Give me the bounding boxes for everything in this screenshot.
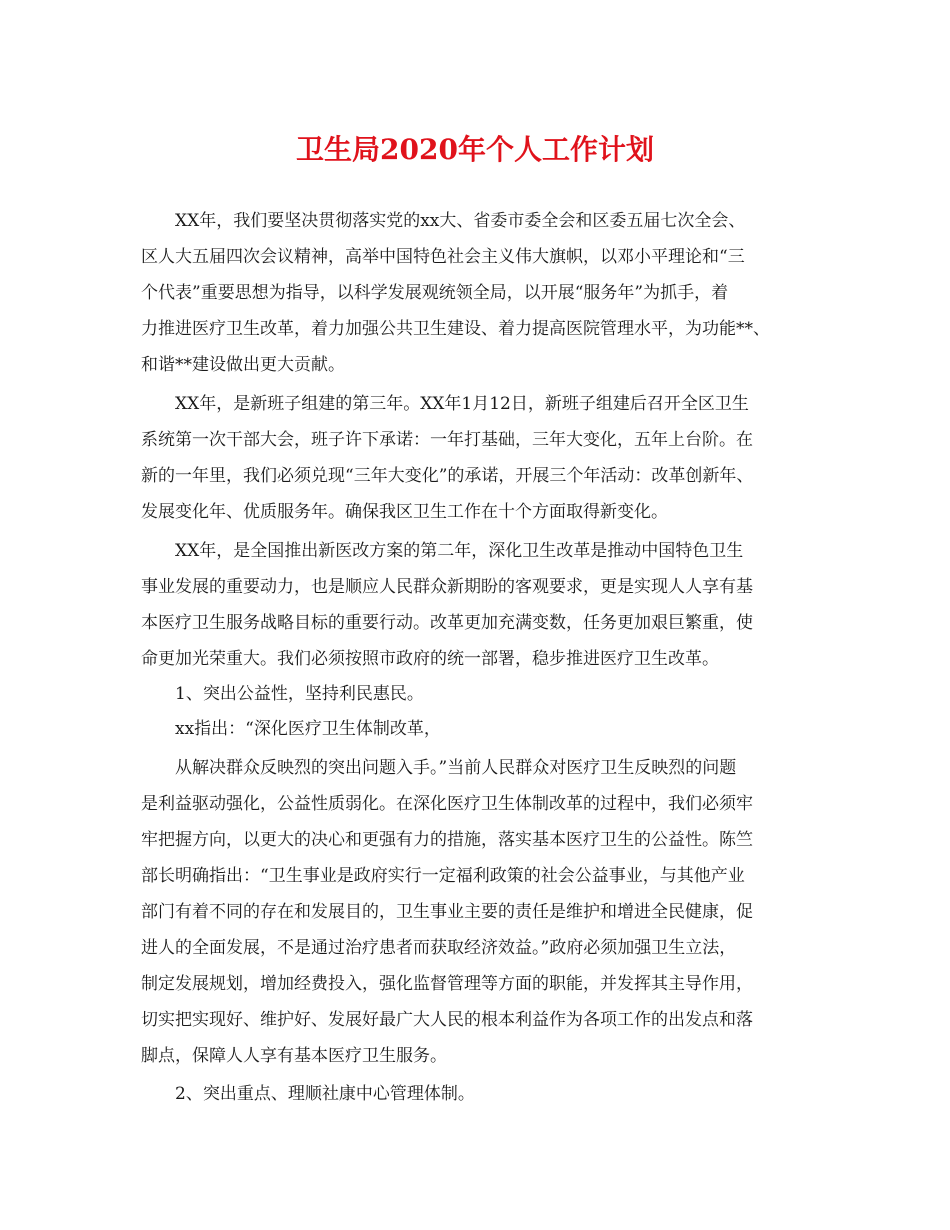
paragraph-line: XX年，我们要坚决贯彻落实党的xx大、省委市委全会和区委五届七次全会、 bbox=[175, 211, 746, 231]
paragraph-line: 从解决群众反映烈的突出问题入手。”当前人民群众对医疗卫生反映烈的问题 bbox=[175, 758, 737, 778]
paragraph-line: 个代表”重要思想为指导，以科学发展观统领全局，以开展“服务年”为抓手，着 bbox=[141, 283, 729, 303]
paragraph-line: 发展变化年、优质服务年。确保我区卫生工作在十个方面取得新变化。 bbox=[141, 502, 668, 522]
paragraph-line: 牢把握方向，以更大的决心和更强有力的措施，落实基本医疗卫生的公益性。陈竺 bbox=[141, 830, 753, 850]
paragraph-line: 进人的全面发展，不是通过治疗患者而获取经济效益。”政府必须加强卫生立法， bbox=[141, 938, 737, 958]
paragraph-line: XX年，是新班子组建的第三年。XX年1月12日，新班子组建后召开全区卫生 bbox=[175, 394, 749, 414]
paragraph-line: 本医疗卫生服务战略目标的重要行动。改革更加充满变数，任务更加艰巨繁重，使 bbox=[141, 613, 753, 633]
paragraph-line: 事业发展的重要动力，也是顺应人民群众新期盼的客观要求，更是实现人人享有基 bbox=[141, 577, 753, 597]
document-title: 卫生局2020年个人工作计划 bbox=[296, 133, 654, 166]
paragraph-line: 命更加光荣重大。我们必须按照市政府的统一部署，稳步推进医疗卫生改革。 bbox=[141, 649, 719, 669]
paragraph-line: xx指出：“深化医疗卫生体制改革， bbox=[175, 719, 441, 739]
section-heading: 1、突出公益性，坚持利民惠民。 bbox=[175, 684, 424, 704]
paragraph-line: 区人大五届四次会议精神，高举中国特色社会主义伟大旗帜，以邓小平理论和“三 bbox=[141, 247, 745, 267]
paragraph-line: 系统第一次干部大会，班子许下承诺：一年打基础，三年大变化，五年上台阶。在 bbox=[141, 430, 753, 450]
paragraph-line: 新的一年里，我们必须兑现“三年大变化”的承诺，开展三个年活动：改革创新年、 bbox=[141, 466, 754, 486]
paragraph-line: XX年，是全国推出新医改方案的第二年，深化卫生改革是推动中国特色卫生 bbox=[175, 541, 744, 561]
paragraph-line: 脚点，保障人人享有基本医疗卫生服务。 bbox=[141, 1046, 447, 1066]
paragraph-line: 和谐**建设做出更大贡献。 bbox=[141, 355, 345, 375]
section-heading: 2、突出重点、理顺社康中心管理体制。 bbox=[175, 1084, 475, 1104]
paragraph-line: 力推进医疗卫生改革，着力加强公共卫生建设、着力提高医院管理水平，为功能**、 bbox=[141, 319, 770, 339]
paragraph-line: 切实把实现好、维护好、发展好最广大人民的根本利益作为各项工作的出发点和落 bbox=[141, 1010, 753, 1030]
paragraph-line: 部门有着不同的存在和发展目的，卫生事业主要的责任是维护和增进全民健康，促 bbox=[141, 902, 753, 922]
paragraph-line: 部长明确指出：“卫生事业是政府实行一定福利政策的社会公益事业，与其他产业 bbox=[141, 866, 745, 886]
paragraph-line: 制定发展规划，增加经费投入，强化监督管理等方面的职能，并发挥其主导作用， bbox=[141, 974, 753, 994]
paragraph-line: 是利益驱动强化，公益性质弱化。在深化医疗卫生体制改革的过程中，我们必须牢 bbox=[141, 794, 753, 814]
